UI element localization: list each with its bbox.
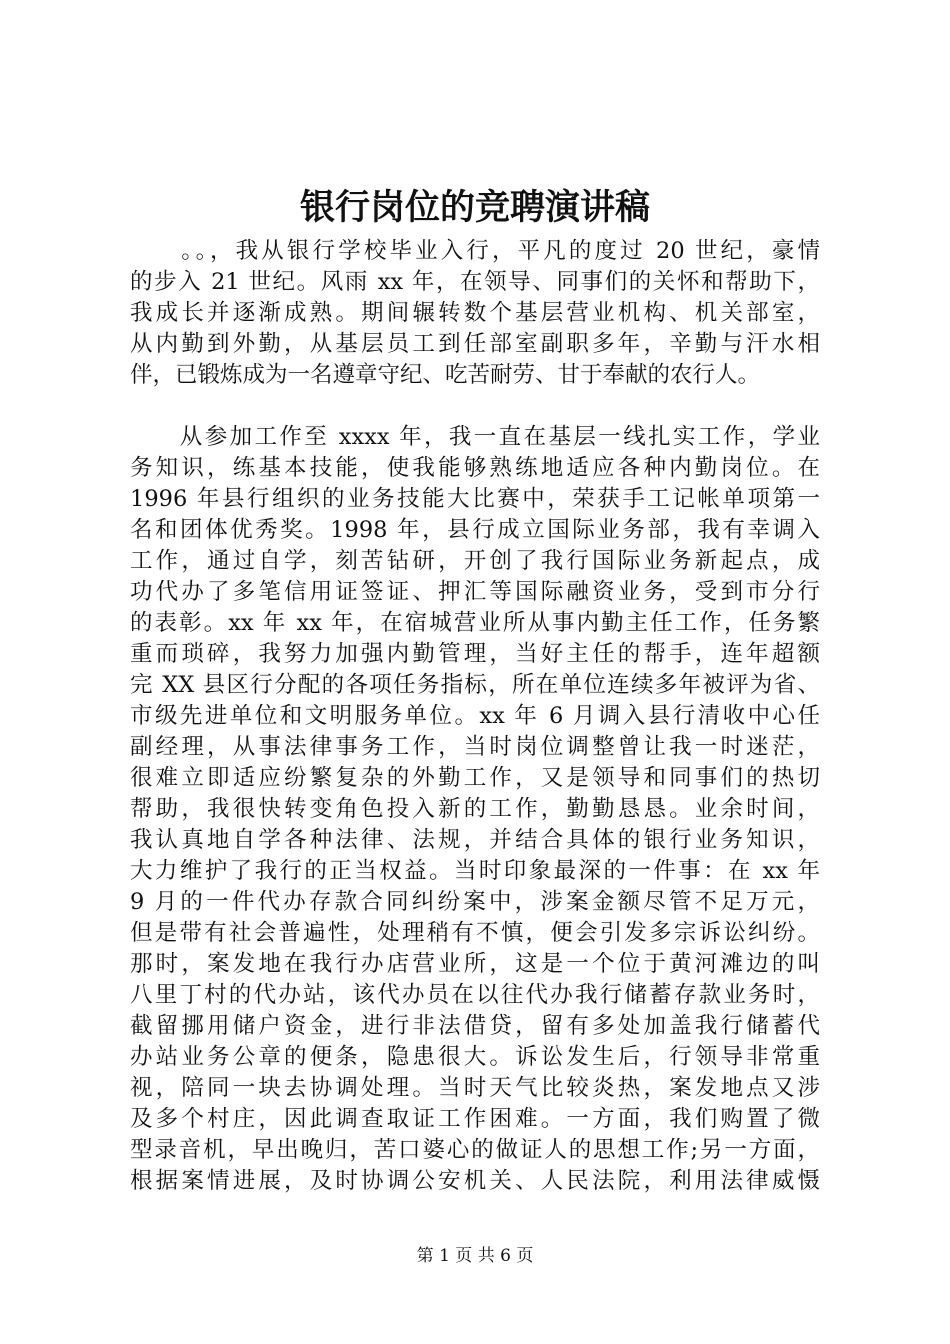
text-line: 型录音机，早出晚归，苦口婆心的做证人的思想工作;另一方面， bbox=[130, 1137, 820, 1163]
text-line: 帮助，我很快转变角色投入新的工作，勤勤恳恳。业余时间， bbox=[130, 796, 820, 822]
text-line: 视，陪同一块去协调处理。当时天气比较炎热，案发地点又涉 bbox=[130, 1075, 820, 1101]
paragraph-2 bbox=[130, 422, 820, 1197]
paragraph-1 bbox=[130, 236, 820, 391]
text-line: 的步入 21 世纪。风雨 xx 年，在领导、同事们的关怀和帮助下， bbox=[130, 269, 820, 295]
text-line: 办站业务公章的便条，隐患很大。诉讼发生后，行领导非常重 bbox=[130, 1044, 820, 1070]
page-number-footer: 第 1 页 共 6 页 bbox=[416, 1246, 534, 1266]
text-line: 但是带有社会普遍性，处理稍有不慎，便会引发多宗诉讼纠纷。 bbox=[130, 920, 820, 946]
text-line: 截留挪用储户资金，进行非法借贷，留有多处加盖我行储蓄代 bbox=[130, 1013, 820, 1039]
text-line: 副经理，从事法律事务工作，当时岗位调整曾让我一时迷茫， bbox=[130, 734, 820, 760]
text-line: 名和团体优秀奖。1998 年，县行成立国际业务部，我有幸调入 bbox=[130, 517, 820, 543]
text-line: 9 月的一件代办存款合同纠纷案中，涉案金额尽管不足万元， bbox=[130, 889, 820, 915]
text-line: 从内勤到外勤，从基层员工到任部室副职多年，辛勤与汗水相 bbox=[130, 331, 820, 357]
document-title: 银行岗位的竞聘演讲稿 bbox=[299, 187, 650, 228]
text-line: 我认真地自学各种法律、法规，并结合具体的银行业务知识， bbox=[130, 827, 820, 853]
text-line: 完 XX 县区行分配的各项任务指标，所在单位连续多年被评为省、 bbox=[130, 672, 820, 698]
text-line: 那时，案发地在我行办店营业所，这是一个位于黄河滩边的叫 bbox=[130, 951, 820, 977]
text-line: 的表彰。xx 年 xx 年，在宿城营业所从事内勤主任工作，任务繁 bbox=[130, 610, 820, 636]
text-line: 市级先进单位和文明服务单位。xx 年 6 月调入县行清收中心任 bbox=[130, 703, 820, 729]
text-line: 从参加工作至 xxxx 年，我一直在基层一线扎实工作，学业 bbox=[130, 424, 820, 450]
text-line: 功代办了多笔信用证签证、押汇等国际融资业务，受到市分行 bbox=[130, 579, 820, 605]
text-line: 根据案情进展，及时协调公安机关、人民法院，利用法律威慑 bbox=[130, 1168, 820, 1194]
text-line: 伴，已锻炼成为一名遵章守纪、吃苦耐劳、甘于奉献的农行人。 bbox=[130, 362, 761, 388]
text-line: 。。，我从银行学校毕业入行，平凡的度过 20 世纪，豪情 bbox=[130, 238, 820, 264]
document-body bbox=[130, 236, 820, 1197]
text-line: 我成长并逐渐成熟。期间辗转数个基层营业机构、机关部室， bbox=[130, 300, 820, 326]
text-line: 大力维护了我行的正当权益。当时印象最深的一件事：在 xx 年 bbox=[130, 858, 820, 884]
text-line: 八里丁村的代办站，该代办员在以往代办我行储蓄存款业务时， bbox=[130, 982, 820, 1008]
text-line: 很难立即适应纷繁复杂的外勤工作，又是领导和同事们的热切 bbox=[130, 765, 820, 791]
text-line: 1996 年县行组织的业务技能大比赛中，荣获手工记帐单项第一 bbox=[130, 486, 820, 512]
text-line: 工作，通过自学，刻苦钻研，开创了我行国际业务新起点，成 bbox=[130, 548, 820, 574]
text-line: 及多个村庄，因此调查取证工作困难。一方面，我们购置了微 bbox=[130, 1106, 820, 1132]
paragraph-gap bbox=[130, 391, 820, 422]
text-line: 务知识，练基本技能，使我能够熟练地适应各种内勤岗位。在 bbox=[130, 455, 820, 481]
text-line: 重而琐碎，我努力加强内勤管理，当好主任的帮手，连年超额 bbox=[130, 641, 820, 667]
